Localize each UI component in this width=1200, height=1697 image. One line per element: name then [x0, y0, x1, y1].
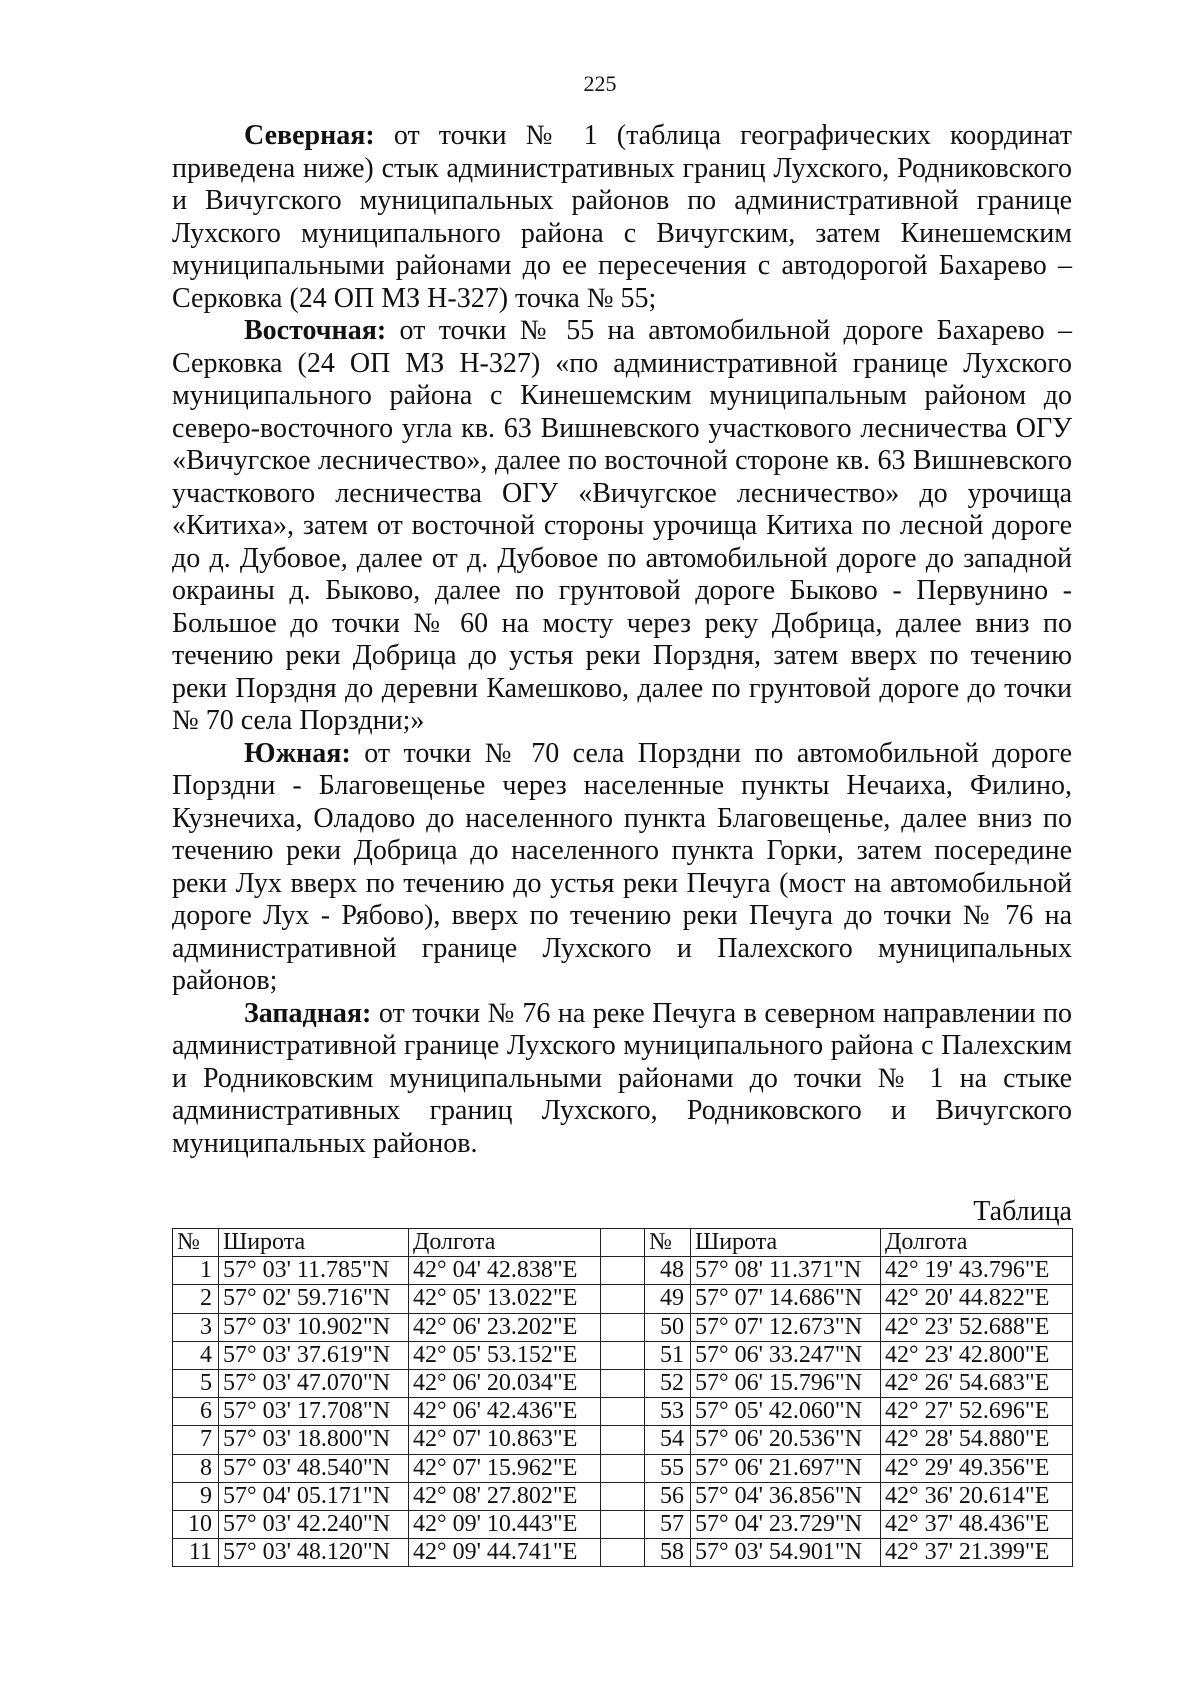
heading-east: Восточная: [244, 315, 387, 346]
cell-number: 5 [173, 1370, 219, 1398]
cell-latitude: 57° 03' 48.120"N [219, 1539, 409, 1567]
cell-latitude: 57° 05' 42.060"N [691, 1398, 881, 1426]
cell-gap [601, 1398, 645, 1426]
text-south: от точки № 70 села Порздни по автомобильной дороге Порздни - Благовещенье через населенные пункты Нечаиха, Филино, Кузнечиха, Оладово до населенного пункта Благовещенье, далее вниз по течению реки Добрица до населенного пункта Горки, затем посередине реки Лух вверх по течению до устья реки Печуга (мост на автомобильной дороге Лух - Рябово), вверх по течению реки Печуга до точки № 76 на административной границе Лухского и Палехского муниципальных районов; [172, 737, 1072, 996]
cell-gap [601, 1482, 645, 1510]
table-row [173, 1426, 1073, 1454]
paragraph-north [172, 120, 1072, 315]
text-north: от точки № 1 (таблица географических координат приведена ниже) стык административных границ Лухского, Родниковского и Вичугского муниципальных районов по административной границе Лухского муниципального района с Вичугским, затем Кинешемским муниципальными районами до ее пересечения с автодорогой Бахарево – Серковка (24 ОП МЗ Н-327) точка № 55; [172, 120, 1072, 314]
cell-latitude: 57° 07' 14.686"N [691, 1285, 881, 1313]
cell-longitude: 42° 37' 21.399"E [881, 1539, 1073, 1567]
cell-latitude: 57° 04' 23.729"N [691, 1511, 881, 1539]
cell-number: 57 [645, 1511, 691, 1539]
header-gap [601, 1229, 645, 1257]
table-row [173, 1539, 1073, 1567]
cell-longitude: 42° 19' 43.796"E [881, 1257, 1073, 1285]
cell-latitude: 57° 03' 54.901"N [691, 1539, 881, 1567]
cell-longitude: 42° 07' 10.863"E [409, 1426, 601, 1454]
cell-latitude: 57° 04' 05.171"N [219, 1482, 409, 1510]
cell-gap [601, 1341, 645, 1369]
cell-longitude: 42° 04' 42.838"E [409, 1257, 601, 1285]
header-number-2: № [645, 1229, 691, 1257]
cell-number: 56 [645, 1482, 691, 1510]
cell-gap [601, 1454, 645, 1482]
header-latitude-2: Широта [691, 1229, 881, 1257]
cell-latitude: 57° 06' 33.247"N [691, 1341, 881, 1369]
cell-latitude: 57° 03' 17.708"N [219, 1398, 409, 1426]
cell-number: 7 [173, 1426, 219, 1454]
table-row [173, 1341, 1073, 1369]
cell-longitude: 42° 26' 54.683"E [881, 1370, 1073, 1398]
cell-number: 52 [645, 1370, 691, 1398]
text-east: от точки № 55 на автомобильной дороге Бахарево – Серковка (24 ОП МЗ Н-327) «по административной границе Лухского муниципального района с Кинешемским муниципальным районом до северо-восточного угла кв. 63 Вишневского участкового лесничества ОГУ «Вичугское лесничество», далее по восточной стороне кв. 63 Вишневского участкового лесничества ОГУ «Вичугское лесничество» до урочища «Китиха», затем от восточной стороны урочища Китиха по лесной дороге до д. Дубовое, далее от д. Дубовое по автомобильной дороге до западной окраины д. Быково, далее по грунтовой дороге Быково - Первунино - Большое до точки № 60 на мосту через реку Добрица, далее вниз по течению реки Добрица до устья реки Порздня, затем вверх по течению реки Порздня до деревни Камешково, далее по грунтовой дороге до точки № 70 села Порздни;» [172, 315, 1072, 736]
table-caption: Таблица [973, 1196, 1072, 1227]
table-header-row [173, 1229, 1073, 1257]
cell-longitude: 42° 06' 42.436"E [409, 1398, 601, 1426]
header-longitude: Долгота [409, 1229, 601, 1257]
heading-west: Западная: [244, 997, 372, 1029]
cell-latitude: 57° 03' 18.800"N [219, 1426, 409, 1454]
cell-longitude: 42° 29' 49.356"E [881, 1454, 1073, 1482]
cell-latitude: 57° 04' 36.856"N [691, 1482, 881, 1510]
cell-number: 9 [173, 1482, 219, 1510]
cell-number: 8 [173, 1454, 219, 1482]
table-row [173, 1257, 1073, 1285]
cell-number: 2 [173, 1285, 219, 1313]
cell-gap [601, 1313, 645, 1341]
table-row [173, 1313, 1073, 1341]
cell-gap [601, 1370, 645, 1398]
cell-longitude: 42° 05' 13.022"E [409, 1285, 601, 1313]
cell-latitude: 57° 03' 10.902"N [219, 1313, 409, 1341]
cell-latitude: 57° 07' 12.673"N [691, 1313, 881, 1341]
cell-gap [601, 1426, 645, 1454]
cell-latitude: 57° 03' 48.540"N [219, 1454, 409, 1482]
cell-longitude: 42° 20' 44.822"E [881, 1285, 1073, 1313]
cell-latitude: 57° 02' 59.716"N [219, 1285, 409, 1313]
header-number: № [173, 1229, 219, 1257]
cell-longitude: 42° 08' 27.802"E [409, 1482, 601, 1510]
cell-latitude: 57° 03' 42.240"N [219, 1511, 409, 1539]
table-body [173, 1257, 1073, 1567]
cell-number: 48 [645, 1257, 691, 1285]
cell-number: 11 [173, 1539, 219, 1567]
cell-gap [601, 1285, 645, 1313]
table-row [173, 1482, 1073, 1510]
cell-longitude: 42° 28' 54.880"E [881, 1426, 1073, 1454]
cell-gap [601, 1511, 645, 1539]
cell-longitude: 42° 37' 48.436"E [881, 1511, 1073, 1539]
heading-south: Южная: [244, 737, 351, 769]
table-row [173, 1370, 1073, 1398]
cell-number: 10 [173, 1511, 219, 1539]
header-longitude-2: Долгота [881, 1229, 1073, 1257]
table-row [173, 1511, 1073, 1539]
table-row [173, 1285, 1073, 1313]
cell-longitude: 42° 06' 20.034"E [409, 1370, 601, 1398]
cell-number: 53 [645, 1398, 691, 1426]
cell-number: 6 [173, 1398, 219, 1426]
cell-latitude: 57° 06' 21.697"N [691, 1454, 881, 1482]
cell-number: 54 [645, 1426, 691, 1454]
cell-latitude: 57° 03' 11.785"N [219, 1257, 409, 1285]
header-latitude: Широта [219, 1229, 409, 1257]
cell-latitude: 57° 03' 47.070"N [219, 1370, 409, 1398]
paragraph-east [172, 315, 1072, 738]
cell-latitude: 57° 06' 15.796"N [691, 1370, 881, 1398]
paragraph-south [172, 738, 1072, 998]
cell-longitude: 42° 06' 23.202"E [409, 1313, 601, 1341]
heading-north: Северная: [244, 120, 375, 151]
cell-longitude: 42° 23' 52.688"E [881, 1313, 1073, 1341]
cell-latitude: 57° 06' 20.536"N [691, 1426, 881, 1454]
cell-number: 3 [173, 1313, 219, 1341]
cell-longitude: 42° 36' 20.614"E [881, 1482, 1073, 1510]
cell-number: 1 [173, 1257, 219, 1285]
cell-number: 49 [645, 1285, 691, 1313]
table-row [173, 1398, 1073, 1426]
cell-longitude: 42° 23' 42.800"E [881, 1341, 1073, 1369]
cell-gap [601, 1539, 645, 1567]
cell-number: 4 [173, 1341, 219, 1369]
cell-gap [601, 1257, 645, 1285]
coordinates-table [172, 1228, 1073, 1567]
cell-number: 51 [645, 1341, 691, 1369]
cell-latitude: 57° 08' 11.371"N [691, 1257, 881, 1285]
cell-number: 50 [645, 1313, 691, 1341]
boundary-description [172, 120, 1072, 1160]
cell-longitude: 42° 09' 10.443"E [409, 1511, 601, 1539]
text-west: от точки № 76 на реке Печуга в северном направлении по административной границе Лухского муниципального района с Палехским и Родниковским муниципальными районами до точки № 1 на стыке административных границ Лухского, Родниковского и Вичугского муниципальных районов. [172, 997, 1072, 1159]
cell-longitude: 42° 09' 44.741"E [409, 1539, 601, 1567]
cell-longitude: 42° 07' 15.962"E [409, 1454, 601, 1482]
table-row [173, 1454, 1073, 1482]
cell-longitude: 42° 27' 52.696"E [881, 1398, 1073, 1426]
cell-number: 55 [645, 1454, 691, 1482]
cell-number: 58 [645, 1539, 691, 1567]
cell-longitude: 42° 05' 53.152"E [409, 1341, 601, 1369]
page-number: 225 [583, 71, 617, 96]
cell-latitude: 57° 03' 37.619"N [219, 1341, 409, 1369]
paragraph-west [172, 998, 1072, 1161]
